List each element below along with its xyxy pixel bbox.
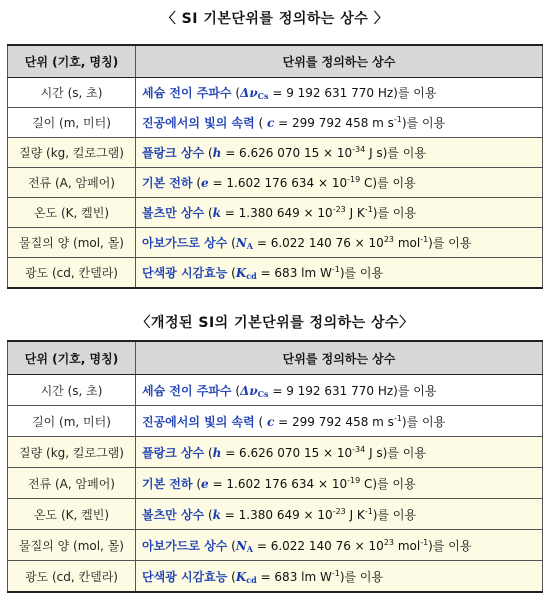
symbol-subscript: Cs <box>257 91 269 101</box>
constant-value: = 6.022 140 76 × 10 <box>253 236 384 250</box>
value-suffix: )를 이용 <box>393 86 437 100</box>
unit-cell: 시간 (s, 초) <box>8 78 136 108</box>
constant-name: 진공에서의 빛의 속력 <box>142 116 255 130</box>
symbol-main: h <box>212 445 222 460</box>
value-exponent: -23 <box>332 205 346 214</box>
value-suffix: J K <box>345 507 365 522</box>
constant-symbol <box>236 266 257 280</box>
header-unit: 단위 (기호, 명칭) <box>8 341 136 375</box>
definition-cell <box>136 468 543 499</box>
symbol-main: c <box>267 116 275 130</box>
value-suffix: J K <box>345 206 365 220</box>
constant-value: = 1.380 649 × 10 <box>220 507 333 522</box>
unit-exponent: -1 <box>364 205 373 214</box>
unit-cell: 질량 (kg, 킬로그램) <box>8 437 136 468</box>
unit-exponent: -1 <box>364 506 373 516</box>
value-exponent: -1 <box>331 568 340 578</box>
open-paren: ( <box>204 445 213 460</box>
value-exponent: -1 <box>331 265 340 274</box>
table-row <box>8 406 543 437</box>
value-suffix: mol <box>394 236 421 250</box>
constant-name: 단색광 시감효능 <box>142 266 228 280</box>
value-suffix-2: )를 이용 <box>372 206 417 220</box>
value-suffix: J s)를 이용 <box>365 146 426 160</box>
definition-cell <box>136 406 543 437</box>
table-row <box>8 138 543 168</box>
constant-value: = 9 192 631 770 Hz <box>268 383 394 398</box>
unit-cell: 물질의 양 (mol, 몰) <box>8 228 136 258</box>
symbol-subscript: A <box>246 241 254 251</box>
constant-value: = 6.626 070 15 × 10 <box>221 146 353 160</box>
constant-value: = 6.022 140 76 × 10 <box>253 538 384 553</box>
open-paren: ( <box>227 236 236 250</box>
value-suffix: )를 이용 <box>339 266 384 280</box>
constant-value: = 683 lm W <box>256 266 332 280</box>
constant-name: 기본 전하 <box>142 476 193 491</box>
unit-cell: 광도 (cd, 칸델라) <box>8 258 136 289</box>
unit-cell: 온도 (K, 켈빈) <box>8 499 136 530</box>
table-si-constants <box>7 44 543 289</box>
section-title-current-si: 〈 SI 기본단위를 정의하는 상수 〉 <box>161 11 389 27</box>
open-paren: ( <box>204 146 213 160</box>
table-row <box>8 530 543 561</box>
constant-symbol <box>213 508 221 522</box>
definition-cell <box>136 138 543 168</box>
symbol-main: N <box>235 236 247 250</box>
value-suffix: )를 이용 <box>339 569 384 584</box>
definition-cell <box>136 228 543 258</box>
table-row <box>8 561 543 593</box>
value-exponent: -19 <box>347 475 361 485</box>
definition-cell <box>136 168 543 198</box>
constant-name: 아보가드로 상수 <box>142 538 228 553</box>
constant-name: 아보가드로 상수 <box>142 236 228 250</box>
value-exponent: -19 <box>347 175 361 184</box>
symbol-main: e <box>201 176 209 190</box>
symbol-main: h <box>212 146 222 160</box>
unit-cell: 길이 (m, 미터) <box>8 406 136 437</box>
open-paren: ( <box>231 86 241 100</box>
constant-symbol <box>201 477 209 491</box>
value-exponent: 23 <box>383 235 394 244</box>
value-exponent: -34 <box>352 444 366 454</box>
constant-name: 기본 전하 <box>142 176 193 190</box>
constant-value: = 299 792 458 m s <box>274 414 394 429</box>
header-definition: 단위를 정의하는 상수 <box>136 45 543 78</box>
constant-name: 볼츠만 상수 <box>142 507 205 522</box>
table-row <box>8 108 543 138</box>
definition-cell <box>136 437 543 468</box>
unit-cell: 길이 (m, 미터) <box>8 108 136 138</box>
unit-cell: 전류 (A, 암페어) <box>8 168 136 198</box>
value-suffix: )를 이용 <box>393 383 437 398</box>
open-paren: ( <box>227 569 236 584</box>
constant-name: 진공에서의 빛의 속력 <box>142 414 255 429</box>
symbol-main: N <box>235 538 247 553</box>
value-exponent: -23 <box>332 506 346 516</box>
value-exponent: -1 <box>393 413 402 423</box>
value-suffix-2: )를 이용 <box>428 236 472 250</box>
unit-cell: 광도 (cd, 칸델라) <box>8 561 136 593</box>
constant-symbol <box>201 176 209 190</box>
symbol-subscript: cd <box>246 271 257 281</box>
table-header-row <box>8 45 543 78</box>
definition-cell <box>136 499 543 530</box>
table-row <box>8 499 543 530</box>
unit-exponent: -1 <box>420 235 429 244</box>
symbol-subscript: Cs <box>257 388 269 399</box>
open-paren: ( <box>254 414 267 429</box>
open-paren: ( <box>192 176 202 190</box>
constant-value: = 1.602 176 634 × 10 <box>208 176 348 190</box>
symbol-subscript: cd <box>246 574 257 585</box>
unit-exponent: -1 <box>420 537 429 547</box>
value-suffix: mol <box>394 538 421 553</box>
table-row <box>8 437 543 468</box>
constant-symbol <box>240 384 269 398</box>
definition-cell <box>136 78 543 108</box>
constant-value: = 1.602 176 634 × 10 <box>208 476 348 491</box>
table-row <box>8 375 543 406</box>
value-exponent: -34 <box>352 145 366 154</box>
unit-cell: 물질의 양 (mol, 몰) <box>8 530 136 561</box>
symbol-main: k <box>212 507 221 522</box>
open-paren: ( <box>254 116 267 130</box>
constant-name: 단색광 시감효능 <box>142 569 228 584</box>
header-definition: 단위를 정의하는 상수 <box>136 341 543 375</box>
constant-name: 플랑크 상수 <box>142 146 205 160</box>
constant-symbol <box>236 539 253 553</box>
constant-name: 세슘 전이 주파수 <box>142 86 232 100</box>
table-row <box>8 228 543 258</box>
value-suffix: J s)를 이용 <box>365 445 426 460</box>
symbol-main: K <box>235 569 247 584</box>
value-suffix: )를 이용 <box>401 116 446 130</box>
constant-value: = 1.380 649 × 10 <box>220 206 333 220</box>
definition-cell <box>136 375 543 406</box>
symbol-main: e <box>201 476 209 491</box>
value-suffix-2: )를 이용 <box>428 538 472 553</box>
open-paren: ( <box>227 538 236 553</box>
symbol-main: c <box>267 414 275 429</box>
constant-value: = 6.626 070 15 × 10 <box>221 445 353 460</box>
value-suffix-2: )를 이용 <box>372 507 417 522</box>
constant-value: = 683 lm W <box>256 569 332 584</box>
section-title-revised-si: 〈개정된 SI의 기본단위를 정의하는 상수〉 <box>136 315 414 331</box>
unit-cell: 시간 (s, 초) <box>8 375 136 406</box>
constant-name: 세슘 전이 주파수 <box>142 383 232 398</box>
definition-cell <box>136 561 543 593</box>
unit-cell: 전류 (A, 암페어) <box>8 468 136 499</box>
value-suffix: C)를 이용 <box>360 476 416 491</box>
constant-name: 플랑크 상수 <box>142 445 205 460</box>
definition-cell <box>136 108 543 138</box>
table-row <box>8 258 543 289</box>
open-paren: ( <box>204 507 213 522</box>
header-unit: 단위 (기호, 명칭) <box>8 45 136 78</box>
table-row <box>8 78 543 108</box>
symbol-subscript: A <box>246 543 254 554</box>
constant-symbol <box>236 236 253 250</box>
value-suffix: )를 이용 <box>401 414 446 429</box>
table-row <box>8 198 543 228</box>
open-paren: ( <box>227 266 236 280</box>
definition-cell <box>136 530 543 561</box>
open-paren: ( <box>192 476 202 491</box>
table-row <box>8 468 543 499</box>
open-paren: ( <box>204 206 213 220</box>
value-exponent: -1 <box>393 115 402 124</box>
definition-cell <box>136 198 543 228</box>
symbol-main: K <box>235 266 247 280</box>
constant-name: 볼츠만 상수 <box>142 206 205 220</box>
table-row <box>8 168 543 198</box>
symbol-main: k <box>212 206 221 220</box>
constant-value: = 9 192 631 770 Hz <box>268 86 394 100</box>
definition-cell <box>136 258 543 289</box>
open-paren: ( <box>231 383 241 398</box>
symbol-main: Δν <box>240 383 258 398</box>
constant-symbol <box>213 206 221 220</box>
constant-symbol <box>240 86 269 100</box>
symbol-main: Δν <box>240 86 258 100</box>
value-suffix: C)를 이용 <box>360 176 416 190</box>
value-exponent: 23 <box>383 537 394 547</box>
table-revised-si-constants <box>7 340 543 593</box>
table-header-row <box>8 341 543 375</box>
constant-symbol <box>236 570 257 584</box>
unit-cell: 질량 (kg, 킬로그램) <box>8 138 136 168</box>
constant-value: = 299 792 458 m s <box>274 116 394 130</box>
unit-cell: 온도 (K, 켈빈) <box>8 198 136 228</box>
